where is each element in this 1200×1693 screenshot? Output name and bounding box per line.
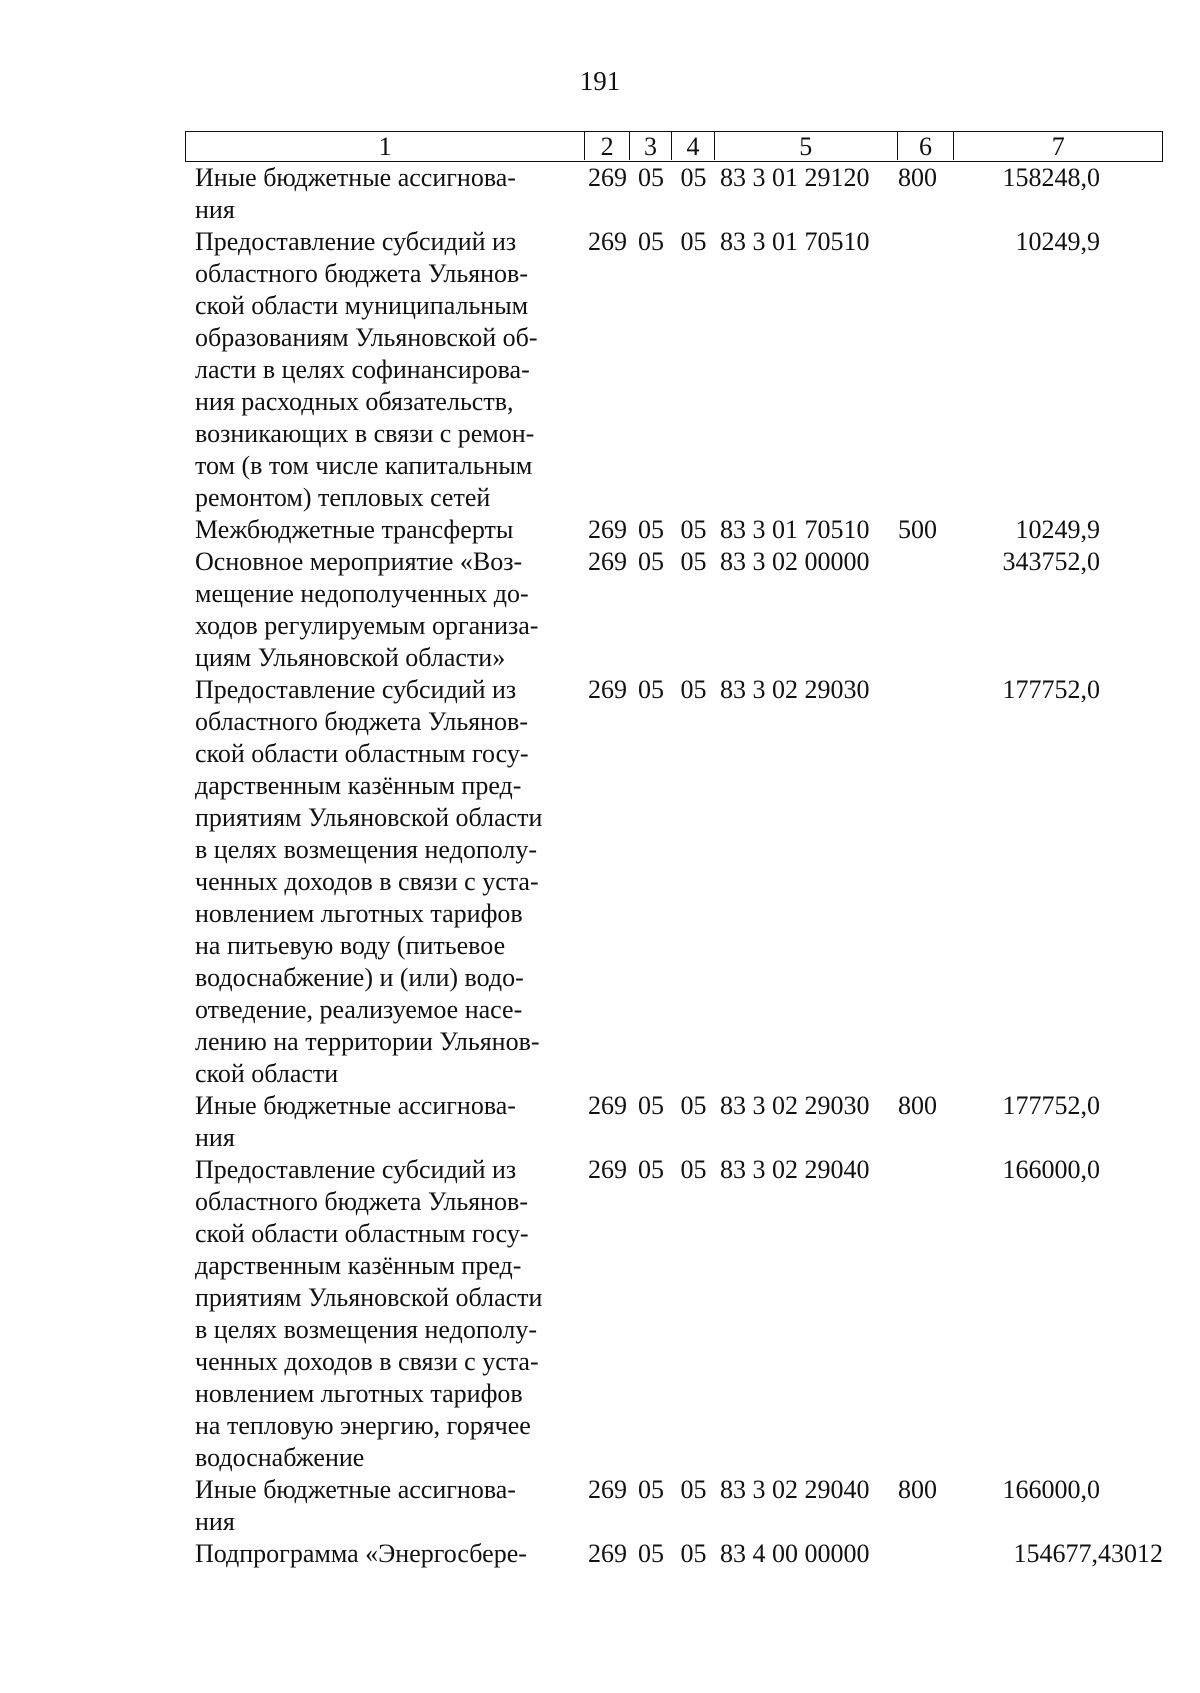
table-row — [185, 1090, 1163, 1154]
row-target-article: 83 3 02 00000 — [720, 547, 870, 576]
row-subsection-code: 05 — [680, 515, 707, 544]
row-section-code: 05 — [638, 1539, 664, 1568]
row-ministry-code: 269 — [588, 1475, 627, 1504]
row-section-code: 05 — [638, 1091, 664, 1120]
table-row — [185, 1474, 1163, 1538]
row-subsection-code: 05 — [680, 1539, 707, 1568]
row-amount-value: 166000,0 — [1002, 1475, 1100, 1504]
row-ministry-code: 269 — [588, 1155, 627, 1184]
row-section-code: 05 — [638, 675, 664, 704]
row-amount — [955, 1474, 1163, 1506]
row-subsection-code: 05 — [680, 1091, 707, 1120]
row-subsection-code: 05 — [680, 1155, 707, 1184]
row-target-article: 83 3 01 70510 — [720, 227, 870, 256]
row-name: Иные бюджетные ассигнова- ния — [195, 163, 516, 224]
row-amount-value: 343752,0 — [1002, 547, 1100, 576]
header-col-2: 2 — [585, 132, 630, 160]
table-row — [185, 514, 1163, 546]
row-expense-type: 500 — [898, 515, 937, 544]
row-name: Иные бюджетные ассигнова- ния — [195, 1475, 516, 1536]
row-subsection-code: 05 — [680, 1475, 707, 1504]
row-amount — [955, 1538, 1163, 1570]
row-amount — [955, 514, 1163, 546]
row-target-article: 83 3 01 70510 — [720, 515, 870, 544]
header-col-3: 3 — [630, 132, 672, 160]
row-amount-value: 10249,9 — [1015, 227, 1100, 256]
row-amount-value: 10249,9 — [1015, 515, 1100, 544]
row-section-code: 05 — [638, 163, 664, 192]
table-row — [185, 226, 1163, 514]
row-name: Основное мероприятие «Воз- мещение недополученных до- ходов регулируемым организа- циям Ульяновской области» — [195, 547, 539, 672]
row-name: Предоставление субсидий из областного бюджета Ульянов- ской области муниципальным образованиям Ульяновской об- ласти в целях софинансирова- ния расходных обязательств, возникающих в связи с ремон- том (в том числе капитальным ремонтом) тепловых сетей — [195, 227, 538, 512]
row-amount — [955, 162, 1163, 194]
row-amount-value: 158248,0 — [1002, 163, 1100, 192]
table-row — [185, 674, 1163, 1090]
row-expense-type: 800 — [898, 163, 937, 192]
row-ministry-code: 269 — [588, 547, 627, 576]
table-row — [185, 1538, 1163, 1570]
row-amount — [955, 1090, 1163, 1122]
row-amount-value: 177752,0 — [1002, 1091, 1100, 1120]
row-subsection-code: 05 — [680, 547, 707, 576]
row-amount — [955, 1154, 1163, 1186]
row-section-code: 05 — [638, 547, 664, 576]
row-section-code: 05 — [638, 227, 664, 256]
row-ministry-code: 269 — [588, 163, 627, 192]
row-amount — [955, 226, 1163, 258]
row-name: Предоставление субсидий из областного бюджета Ульянов- ской области областным госу- дарственным казённым пред- приятиям Ульяновской области в целях возмещения недополу- ченных доходов в связи с уста- новлением льготных тарифов на тепловую энергию, горячее водоснабжение — [195, 1155, 543, 1472]
row-ministry-code: 269 — [588, 515, 627, 544]
row-subsection-code: 05 — [680, 675, 707, 704]
row-expense-type: 800 — [898, 1091, 937, 1120]
row-name: Предоставление субсидий из областного бюджета Ульянов- ской области областным госу- дарственным казённым пред- приятиям Ульяновской области в целях возмещения недополу- ченных доходов в связи с уста- новлением льготных тарифов на питьевую воду (питьевое водоснабжение) и (или) водо- отведение, реализуемое насе- лению на территории Ульянов- ской области — [195, 675, 543, 1088]
row-amount-value: 166000,0 — [1002, 1155, 1100, 1184]
row-ministry-code: 269 — [588, 1091, 627, 1120]
header-col-1: 1 — [186, 132, 585, 160]
table-row — [185, 1154, 1163, 1474]
row-name: Межбюджетные трансферты — [195, 515, 514, 544]
row-target-article: 83 4 00 00000 — [720, 1539, 870, 1568]
row-subsection-code: 05 — [680, 163, 707, 192]
row-section-code: 05 — [638, 1155, 664, 1184]
row-name: Иные бюджетные ассигнова- ния — [195, 1091, 516, 1152]
row-section-code: 05 — [638, 515, 664, 544]
row-name: Подпрограмма «Энергосбере- — [195, 1539, 527, 1568]
row-target-article: 83 3 02 29040 — [720, 1475, 870, 1504]
row-amount — [955, 674, 1163, 706]
header-col-4: 4 — [672, 132, 715, 160]
header-col-7: 7 — [1051, 132, 1065, 161]
table-row — [185, 546, 1163, 674]
row-target-article: 83 3 02 29040 — [720, 1155, 870, 1184]
page-number: 191 — [579, 66, 621, 96]
row-ministry-code: 269 — [588, 1539, 627, 1568]
row-amount — [955, 546, 1163, 578]
row-target-article: 83 3 02 29030 — [720, 675, 870, 704]
row-subsection-code: 05 — [680, 227, 707, 256]
table-row — [185, 162, 1163, 226]
row-section-code: 05 — [638, 1475, 664, 1504]
row-expense-type: 800 — [898, 1475, 937, 1504]
budget-table — [185, 131, 1163, 1570]
row-ministry-code: 269 — [588, 227, 627, 256]
row-amount-value: 177752,0 — [1002, 675, 1100, 704]
row-ministry-code: 269 — [588, 675, 627, 704]
row-amount-value: 154677,43012 — [1013, 1539, 1163, 1568]
header-col-6: 6 — [898, 132, 955, 160]
row-target-article: 83 3 01 29120 — [720, 163, 870, 192]
header-col-5: 5 — [715, 132, 898, 160]
row-target-article: 83 3 02 29030 — [720, 1091, 870, 1120]
table-header-row — [185, 131, 1163, 162]
